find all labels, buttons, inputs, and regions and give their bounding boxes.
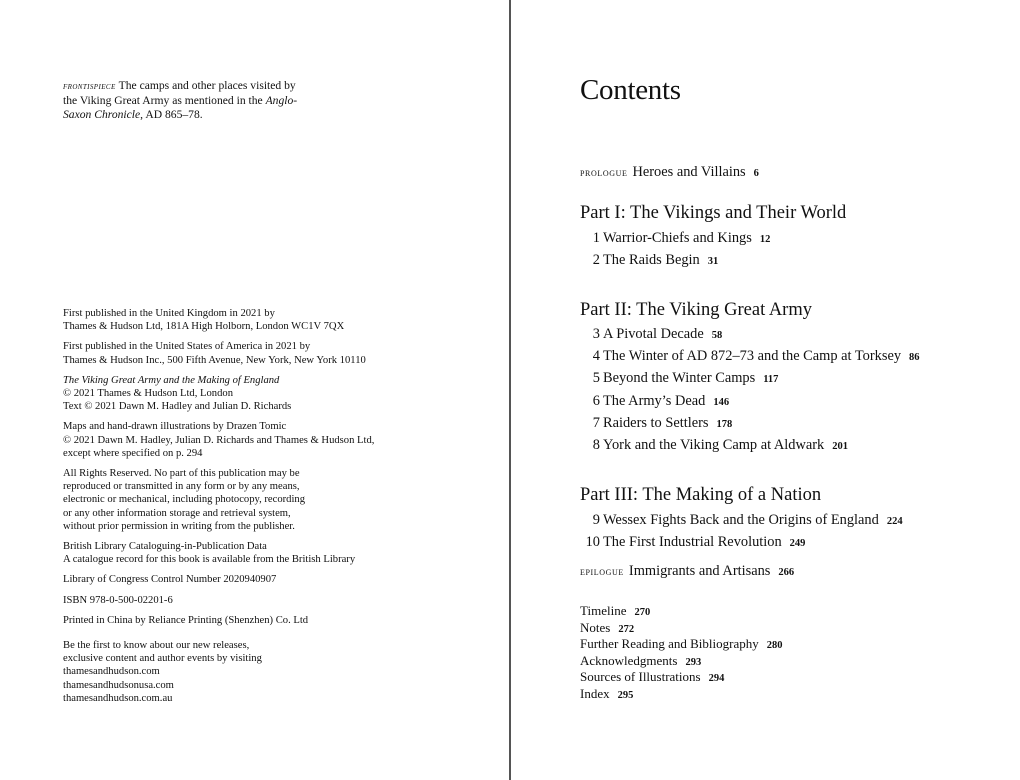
toc-chapter <box>580 512 903 529</box>
page-number: 146 <box>713 397 730 408</box>
page-number: 294 <box>708 673 725 684</box>
chapter-number: 6 <box>592 393 600 409</box>
website-link: thamesandhudson.com <box>63 666 160 678</box>
imprint-maps <box>63 420 483 460</box>
back-matter-title: Notes <box>580 620 611 635</box>
page-number: 178 <box>716 419 733 430</box>
toc-chapter <box>580 230 770 247</box>
chapter-number: 10 <box>585 534 600 550</box>
imprint-line: exclusive content and author events by visiting <box>63 653 262 665</box>
imprint-printed <box>63 614 483 627</box>
chapter-title: The Raids Begin <box>603 252 700 268</box>
page-number: 266 <box>778 567 795 578</box>
imprint-loc <box>63 573 483 586</box>
frontispiece-text-end: , AD 865–78. <box>140 108 203 121</box>
toc-back-matter <box>580 603 650 619</box>
imprint-block <box>63 307 483 712</box>
imprint-line: except where specified on p. 294 <box>63 447 203 459</box>
imprint-line: First published in the United States of America in 2021 by <box>63 341 311 353</box>
page-number: 272 <box>618 624 635 635</box>
chapter-number: 8 <box>592 437 600 453</box>
imprint-line: ISBN 978-0-500-02201-6 <box>63 594 173 606</box>
imprint-line: Thames & Hudson Inc., 500 Fifth Avenue, New York, New York 10110 <box>63 354 366 366</box>
chapter-number: 4 <box>592 348 600 364</box>
back-matter-title: Sources of Illustrations <box>580 669 701 684</box>
website-link: thamesandhudsonusa.com <box>63 679 174 691</box>
back-matter-title: Further Reading and Bibliography <box>580 636 759 651</box>
toc-chapter <box>580 326 722 343</box>
toc-epilogue <box>580 563 794 580</box>
toc-chapter <box>580 370 778 387</box>
epilogue-title: Immigrants and Artisans <box>628 563 771 579</box>
imprint-line: © 2021 Thames & Hudson Ltd, London <box>63 388 233 400</box>
chapter-number: 9 <box>592 512 600 528</box>
imprint-line: First published in the United Kingdom in 2021 by <box>63 308 275 319</box>
toc-chapter <box>580 393 729 410</box>
chapter-title: Wessex Fights Back and the Origins of England <box>603 512 879 528</box>
right-page <box>511 0 1020 780</box>
imprint-line: electronic or mechanical, including photocopy, recording <box>63 494 305 506</box>
imprint-line: Library of Congress Control Number 2020940907 <box>63 574 277 586</box>
toc-chapter <box>580 252 718 269</box>
imprint-line: reproduced or transmitted in any form or by any means, <box>63 481 300 493</box>
imprint-us <box>63 340 483 366</box>
page-number: 58 <box>711 330 723 341</box>
toc-prologue <box>580 164 759 181</box>
imprint-line: or any other information storage and retrieval system, <box>63 507 291 519</box>
contents-title: Contents <box>580 74 681 106</box>
imprint-line: All Rights Reserved. No part of this publication may be <box>63 468 300 480</box>
chapter-title: Raiders to Settlers <box>603 415 709 431</box>
imprint-line: A catalogue record for this book is available from the British Library <box>63 554 356 566</box>
page-number: 6 <box>753 168 759 179</box>
toc-chapter <box>580 534 805 551</box>
back-matter-title: Index <box>580 686 610 701</box>
frontispiece-caption <box>63 79 303 122</box>
toc-chapter <box>580 437 848 454</box>
chapter-title: A Pivotal Decade <box>603 326 704 342</box>
toc-back-matter <box>580 636 782 652</box>
chapter-number: 7 <box>592 415 600 431</box>
page-number: 280 <box>766 640 783 651</box>
toc-back-matter <box>580 653 701 669</box>
back-matter-title: Acknowledgments <box>580 653 678 668</box>
imprint-line: Thames & Hudson Ltd, 181A High Holborn, London WC1V 7QX <box>63 321 345 333</box>
imprint-line: without prior permission in writing from the publisher. <box>63 520 295 532</box>
imprint-rights <box>63 467 483 533</box>
chapter-title: The Winter of AD 872–73 and the Camp at Torksey <box>603 348 902 364</box>
chapter-number: 3 <box>592 326 600 342</box>
imprint-line: Printed in China by Reliance Printing (Shenzhen) Co. Ltd <box>63 614 309 626</box>
page-number: 249 <box>789 538 806 549</box>
website-link: thamesandhudson.com.au <box>63 692 173 704</box>
page-number: 270 <box>634 607 651 618</box>
frontispiece-label: frontispiece <box>63 81 116 92</box>
imprint-line: Be the first to know about our new releases, <box>63 640 250 652</box>
chapter-title: York and the Viking Camp at Aldwark <box>603 437 825 453</box>
prologue-tag: prologue <box>580 165 628 179</box>
chapter-title: The First Industrial Revolution <box>603 534 782 550</box>
page-number: 117 <box>763 374 779 385</box>
frontispiece-source-title: Anglo-Saxon Chronicle <box>63 94 298 121</box>
toc-chapter <box>580 415 732 432</box>
imprint-copyright <box>63 374 483 414</box>
page-number: 12 <box>759 234 771 245</box>
part-2-title: Part II: The Viking Great Army <box>580 300 812 320</box>
imprint-line: Maps and hand-drawn illustrations by Drazen Tomic <box>63 421 287 433</box>
imprint-isbn <box>63 594 483 607</box>
toc-back-matter <box>580 620 634 636</box>
page-number: 31 <box>707 256 719 267</box>
part-3-title: Part III: The Making of a Nation <box>580 485 822 505</box>
page-number: 201 <box>832 441 848 452</box>
toc-chapter <box>580 348 920 365</box>
chapter-number: 1 <box>592 230 600 246</box>
chapter-title: Beyond the Winter Camps <box>603 370 756 386</box>
chapter-number: 2 <box>592 252 600 268</box>
chapter-number: 5 <box>592 370 600 386</box>
page-number: 86 <box>909 352 920 363</box>
page-number: 224 <box>886 516 903 527</box>
toc-back-matter <box>580 686 633 702</box>
chapter-title: The Army’s Dead <box>603 393 706 409</box>
frontispiece-text: The camps and other places visited by the Viking Great Army as mentioned in the <box>63 79 296 107</box>
imprint-line: Text © 2021 Dawn M. Hadley and Julian D. Richards <box>63 401 292 413</box>
chapter-title: Warrior-Chiefs and Kings <box>603 230 752 246</box>
back-matter-title: Timeline <box>580 603 627 618</box>
part-1-title: Part I: The Vikings and Their World <box>580 203 847 223</box>
imprint-line: British Library Cataloguing-in-Publication Data <box>63 541 267 553</box>
toc-back-matter <box>580 669 724 685</box>
imprint-uk <box>63 307 483 333</box>
epilogue-tag: epilogue <box>580 564 624 578</box>
book-title: The Viking Great Army and the Making of England <box>63 374 280 386</box>
imprint-line: © 2021 Dawn M. Hadley, Julian D. Richards and Thames & Hudson Ltd, <box>63 434 375 446</box>
page-number: 293 <box>685 657 702 668</box>
imprint-websites <box>63 639 483 705</box>
imprint-british-library <box>63 540 483 566</box>
prologue-title: Heroes and Villains <box>632 164 746 180</box>
page-number: 295 <box>617 690 634 701</box>
